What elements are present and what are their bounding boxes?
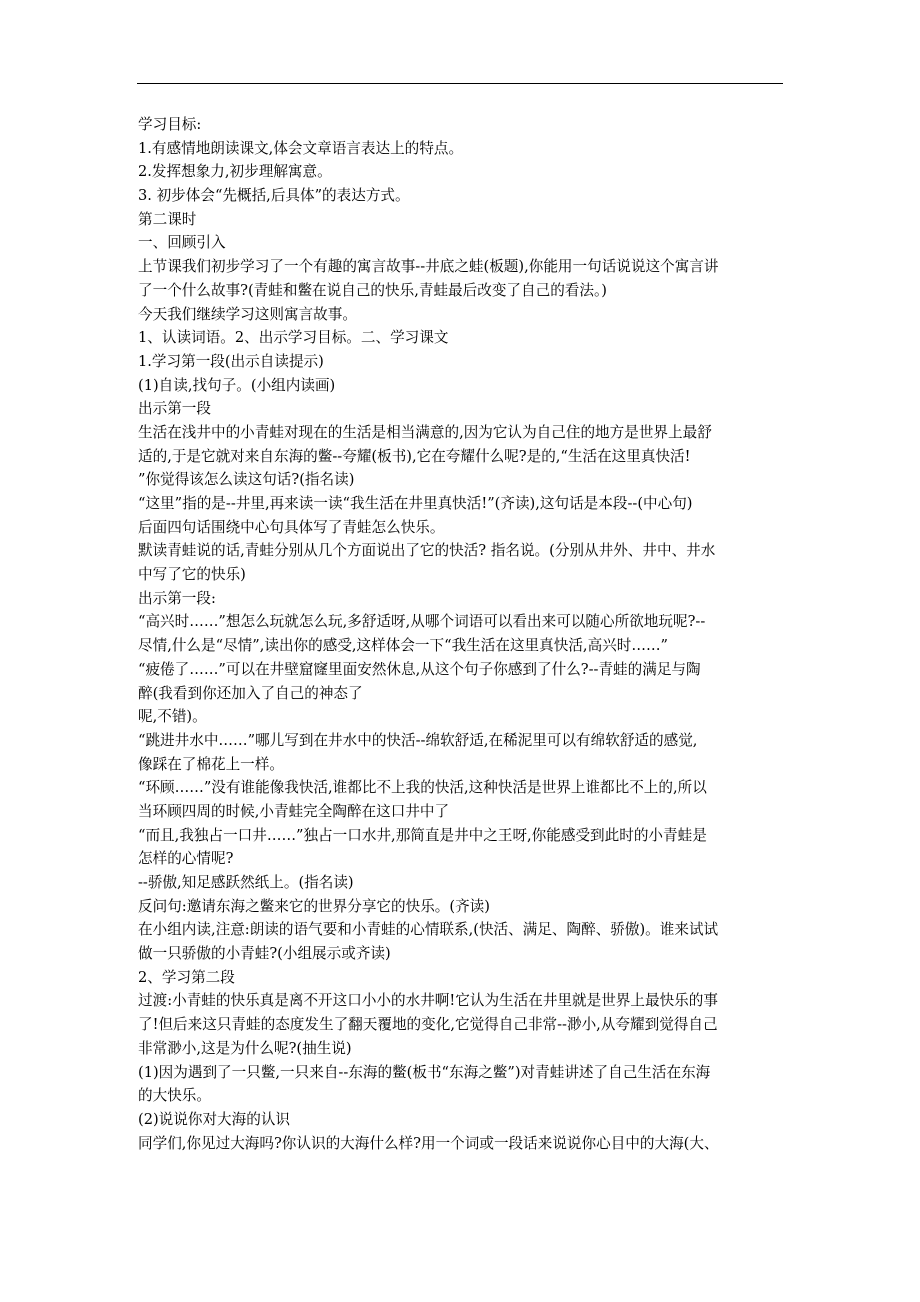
header-rule [137, 83, 783, 84]
text-line: 适的,于是它就对来自东海的鳖--夸耀(板书),它在夸耀什么呢?是的,“生活在这里真快活! [138, 447, 691, 465]
text-line: 呢,不错)。 [138, 708, 207, 726]
text-line: 上节课我们初步学习了一个有趣的寓言故事--井底之蛙(板题),你能用一句话说说这个寓言讲 [138, 258, 719, 276]
text-line: 做一只骄傲的小青蛙?(小组展示或齐读) [138, 945, 391, 963]
text-line: 第二课时 [138, 210, 197, 228]
text-line: 了一个什么故事?(青蛙和鳖在说自己的快乐,青蛙最后改变了自己的看法。) [138, 281, 607, 299]
text-line: 反问句:邀请东海之鳖来它的世界分享它的快乐。(齐读) [138, 897, 490, 915]
text-line: 1.有感情地朗读课文,体会文章语言表达上的特点。 [138, 139, 464, 157]
text-line: (1)自读,找句子。(小组内读画) [138, 376, 336, 394]
text-line: 中写了它的快乐) [138, 566, 246, 584]
text-line: 的大快乐。 [138, 1087, 211, 1105]
text-line: 出示第一段 [138, 400, 211, 418]
text-line: 当环顾四周的时候,小青蛙完全陶醉在这口井中了 [138, 802, 450, 820]
text-line: 后面四句话围绕中心句具体写了青蛙怎么快乐。 [138, 518, 445, 536]
text-line: 1.学习第一段(出示自读提示) [138, 352, 324, 370]
text-line: (2)说说你对大海的认识 [138, 1110, 291, 1128]
text-line: 学习目标: [138, 116, 202, 133]
text-line: 怎样的心情呢? [138, 850, 234, 868]
text-line: 1、认读词语。2、出示学习目标。二、学习课文 [138, 329, 449, 347]
text-line: 3. 初步体会“先概括,后具体”的表达方式。 [138, 187, 410, 205]
text-line: 在小组内读,注意:朗读的语气要和小青蛙的心情联系,(快活、满足、陶醉、骄傲)。谁来试试 [138, 921, 719, 939]
text-line: ”你觉得该怎么读这句话?(指名读) [138, 471, 355, 489]
text-line: “而且,我独占一口井……”独占一口水井,那简直是井中之王呀,你能感受到此时的小青蛙是 [138, 826, 707, 844]
text-line: 默读青蛙说的话,青蛙分别从几个方面说出了它的快活? 指名说。(分别从井外、井中、井水 [138, 542, 716, 560]
text-line: 同学们,你见过大海吗?你认识的大海什么样?用一个词或一段话来说说你心目中的大海(大、 [138, 1134, 719, 1152]
text-line: 醉(我看到你还加入了自己的神态了 [138, 684, 363, 702]
text-line: 尽情,什么是“尽情”,读出你的感受,这样体会一下“我生活在这里真快活,高兴时……” [138, 637, 668, 655]
text-line: (1)因为遇到了一只鳖,一只来自--东海的鳖(板书“东海之鳖”)对青蛙讲述了自己生活在东海 [138, 1063, 711, 1081]
text-line: “跳进井水中……”哪儿写到在井水中的快活--绵软舒适,在稀泥里可以有绵软舒适的感觉, [138, 731, 698, 749]
text-line: 了!但后来这只青蛙的态度发生了翻天覆地的变化,它觉得自己非常--渺小,从夸耀到觉得自己 [138, 1016, 718, 1034]
text-line: 今天我们继续学习这则寓言故事。 [138, 305, 357, 323]
text-line: 非常渺小,这是为什么呢?(抽生说) [138, 1039, 352, 1057]
text-line: 2、学习第二段 [138, 968, 235, 986]
text-line: 像踩在了棉花上一样。 [138, 755, 284, 773]
text-line: “这里”指的是--井里,再来读一读“我生活在井里真快活!”(齐读),这句话是本段--(中心句) [138, 495, 693, 512]
text-line: “环顾……”没有谁能像我快活,谁都比不上我的快活,这种快活是世界上谁都比不上的,所以 [138, 779, 707, 797]
text-line: 过渡:小青蛙的快乐真是离不开这口小小的水井啊!它认为生活在井里就是世界上最快乐的事 [138, 992, 718, 1010]
text-line: --骄傲,知足感跃然纸上。(指名读) [138, 874, 354, 891]
text-line: 出示第一段: [138, 589, 216, 607]
document-body [138, 113, 788, 1155]
text-line: “疲倦了……”可以在井壁窟窿里面安然休息,从这个句子你感到了什么?--青蛙的满足与陶 [138, 660, 701, 678]
text-line: 生活在浅井中的小青蛙对现在的生活是相当满意的,因为它认为自己住的地方是世界上最舒 [138, 423, 712, 441]
text-line: 2.发挥想象力,初步理解寓意。 [138, 163, 332, 181]
text-line: “高兴时……”想怎么玩就怎么玩,多舒适呀,从哪个词语可以看出来可以随心所欲地玩呢?-- [138, 613, 706, 631]
text-line: 一、回顾引入 [138, 234, 226, 252]
